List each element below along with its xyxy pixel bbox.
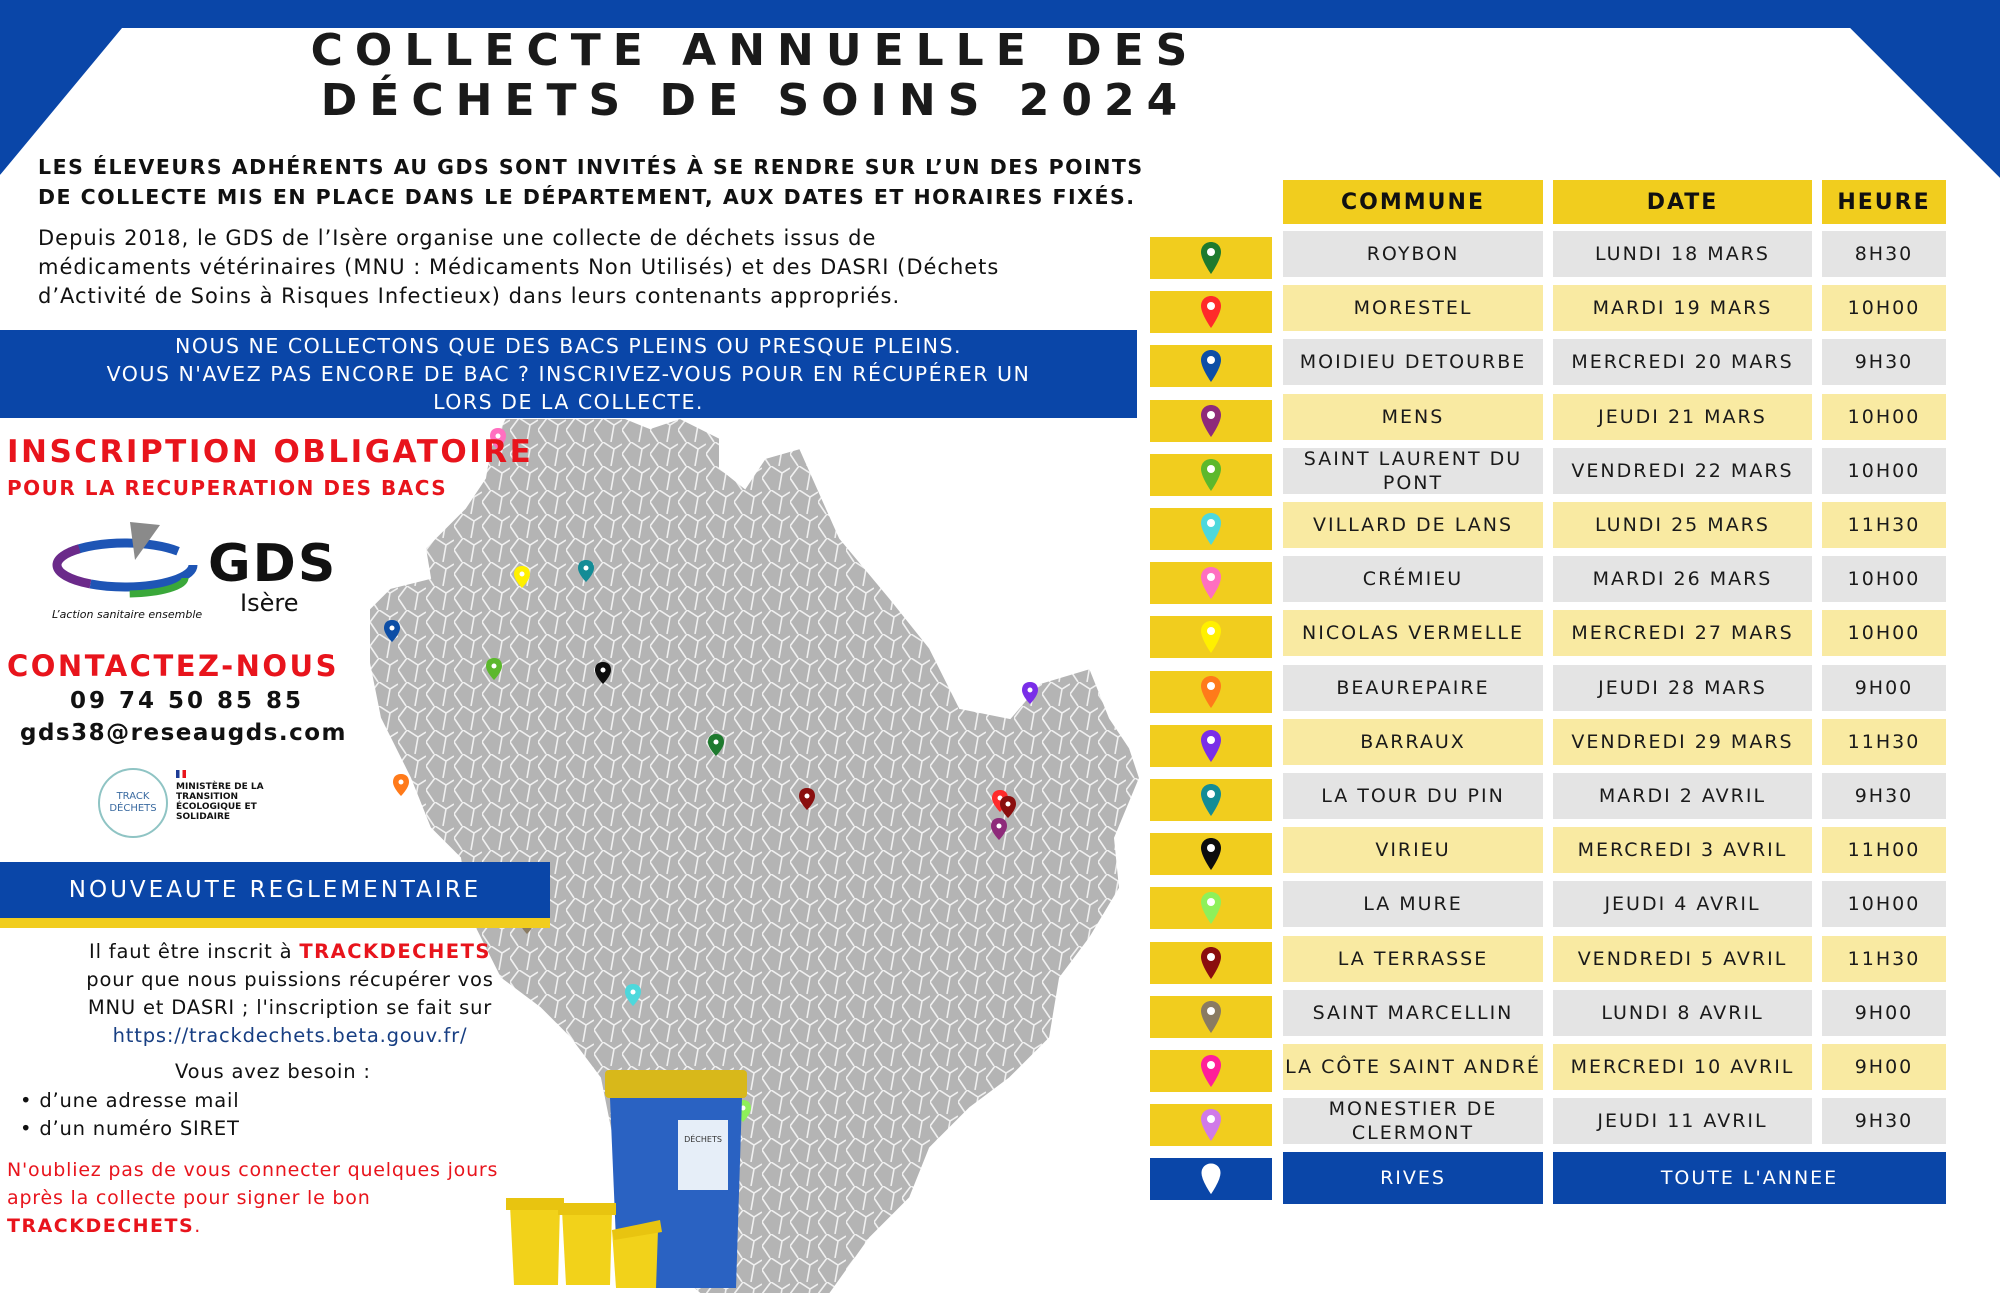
nouveaute-header: NOUVEAUTE REGLEMENTAIRE (0, 862, 550, 928)
cell-commune: LA CÔTE SAINT ANDRÉ (1283, 1044, 1543, 1090)
cell-date: VENDREDI 22 MARS (1553, 448, 1812, 494)
cell-heure: 9H00 (1822, 665, 1946, 711)
page-title (0, 26, 1510, 126)
reminder-end: . (194, 1215, 202, 1237)
ministry-logo-text: MINISTÈRE DE LA TRANSITION ÉCOLOGIQUE ET SOLIDAIRE (176, 782, 264, 822)
map-pin-dot (631, 990, 636, 995)
row-pin-marker (1150, 887, 1272, 929)
requirement-item: d’un numéro SIRET (39, 1117, 240, 1140)
map-pin-icon (1200, 1000, 1222, 1034)
cell-commune: NICOLAS VERMELLE (1283, 610, 1543, 656)
cell-commune: RIVES (1283, 1152, 1543, 1204)
map-pin-icon (1200, 1108, 1222, 1142)
cell-date: LUNDI 8 AVRIL (1553, 990, 1812, 1036)
row-pin-marker (1150, 779, 1272, 821)
inscription-title: INSCRIPTION OBLIGATOIRE (7, 434, 534, 470)
row-pin-marker (1150, 725, 1272, 767)
intro-bold-line: DE COLLECTE MIS EN PLACE DANS LE DÉPARTEMENT, AUX DATES ET HORAIRES FIXÉS. (38, 185, 1136, 209)
map-pin-dot (601, 668, 606, 673)
cell-commune: MORESTEL (1283, 285, 1543, 331)
cell-heure: 9H30 (1822, 339, 1946, 385)
row-pin-marker (1150, 237, 1272, 279)
map-pin-icon (1200, 458, 1222, 492)
requirements-label: Vous avez besoin : (175, 1060, 371, 1083)
cell-date: JEUDI 21 MARS (1553, 394, 1812, 440)
cell-commune: CRÉMIEU (1283, 556, 1543, 602)
reminder-line: N'oubliez pas de vous connecter quelques jours (7, 1159, 499, 1181)
map-pin-icon (1200, 349, 1222, 383)
title-line-1: COLLECTE ANNUELLE DES (310, 25, 1200, 76)
row-pin-marker (1150, 942, 1272, 984)
cell-heure: 9H00 (1822, 990, 1946, 1036)
row-pin-marker (1150, 1158, 1272, 1200)
row-pin-marker (1150, 291, 1272, 333)
cell-heure: 11H30 (1822, 936, 1946, 982)
cell-commune: MONESTIER DE CLERMONT (1283, 1098, 1543, 1144)
map-pin-icon (1200, 891, 1222, 925)
map-pin-dot (390, 626, 395, 631)
map-pin-icon (1200, 512, 1222, 546)
cell-heure: 10H00 (1822, 556, 1946, 602)
cell-heure: 8H30 (1822, 231, 1946, 277)
gds-tagline: L’action sanitaire ensemble (52, 608, 203, 621)
reg-text-line: pour que nous puissions récupérer vos (86, 968, 494, 991)
map-pin-dot (1006, 802, 1011, 807)
map-pin-icon (393, 774, 409, 796)
cell-commune: VILLARD DE LANS (1283, 502, 1543, 548)
cell-heure: 10H00 (1822, 394, 1946, 440)
map-pin-icon (1200, 620, 1222, 654)
map-pin-icon (1200, 675, 1222, 709)
cell-date: MERCREDI 3 AVRIL (1553, 827, 1812, 873)
cell-date: JEUDI 4 AVRIL (1553, 881, 1812, 927)
gds-logo (50, 520, 350, 620)
map-pin-icon (1200, 241, 1222, 275)
cell-commune: BARRAUX (1283, 719, 1543, 765)
intro-text (38, 224, 1158, 311)
map-pin-icon (1200, 1054, 1222, 1088)
inscription-subtitle: POUR LA RECUPERATION DES BACS (7, 476, 448, 500)
cell-heure: 9H00 (1822, 1044, 1946, 1090)
ministry-flag-icon (176, 770, 186, 778)
cell-commune: LA TOUR DU PIN (1283, 773, 1543, 819)
title-line-2: DÉCHETS DE SOINS 2024 (320, 75, 1190, 126)
map-pin-dot (805, 794, 810, 799)
cell-date: MARDI 19 MARS (1553, 285, 1812, 331)
cell-commune: MENS (1283, 394, 1543, 440)
row-pin-marker (1150, 616, 1272, 658)
cell-date: MARDI 2 AVRIL (1553, 773, 1812, 819)
contact-title: CONTACTEZ-NOUS (7, 649, 339, 683)
cell-date: JEUDI 11 AVRIL (1553, 1098, 1812, 1144)
cell-date: TOUTE L'ANNEE (1553, 1152, 1946, 1204)
map-pin-icon (1200, 946, 1222, 980)
header-commune: COMMUNE (1283, 180, 1543, 224)
row-pin-marker (1150, 454, 1272, 496)
cell-heure: 9H30 (1822, 773, 1946, 819)
trackdechets-logo: TRACK DÉCHETS (98, 768, 168, 838)
cell-commune: SAINT LAURENT DU PONT (1283, 448, 1543, 494)
cell-commune: SAINT MARCELLIN (1283, 990, 1543, 1036)
row-pin-marker (1150, 833, 1272, 875)
map-pin-dot (520, 572, 525, 577)
cell-date: VENDREDI 5 AVRIL (1553, 936, 1812, 982)
cell-date: MERCREDI 20 MARS (1553, 339, 1812, 385)
map-pin-icon (1200, 729, 1222, 763)
row-pin-marker (1150, 1104, 1272, 1146)
map-pin-icon (1200, 295, 1222, 329)
nouveaute-text (30, 938, 550, 1050)
cell-date: LUNDI 18 MARS (1553, 231, 1812, 277)
intro-text-line: médicaments vétérinaires (MNU : Médicaments Non Utilisés) et des DASRI (Déchets (38, 255, 1000, 279)
map-pin-icon (1200, 404, 1222, 438)
cell-commune: MOIDIEU DETOURBE (1283, 339, 1543, 385)
requirement-item: d’une adresse mail (39, 1089, 240, 1112)
map-pin-dot (399, 780, 404, 785)
requirements-list: • d’une adresse mail • d’un numéro SIRET (20, 1089, 240, 1140)
intro-text-line: Depuis 2018, le GDS de l’Isère organise une collecte de déchets issus de (38, 226, 877, 250)
map-pin-dot (1028, 688, 1033, 693)
map-pin-dot (997, 824, 1002, 829)
gds-logo-sub: Isère (240, 589, 299, 617)
row-pin-marker (1150, 400, 1272, 442)
header-heure: HEURE (1822, 180, 1946, 224)
row-pin-marker (1150, 508, 1272, 550)
banner-line: NOUS NE COLLECTONS QUE DES BACS PLEINS OU PRESQUE PLEINS. (175, 334, 962, 358)
cell-date: MARDI 26 MARS (1553, 556, 1812, 602)
map-pin-icon (1200, 837, 1222, 871)
cell-commune: BEAUREPAIRE (1283, 665, 1543, 711)
cell-date: JEUDI 28 MARS (1553, 665, 1812, 711)
cell-heure: 11H00 (1822, 827, 1946, 873)
cell-heure: 11H30 (1822, 502, 1946, 548)
cell-heure: 10H00 (1822, 881, 1946, 927)
row-pin-marker (1150, 345, 1272, 387)
reminder-line: après la collecte pour signer le bon (7, 1187, 371, 1209)
cell-commune: LA TERRASSE (1283, 936, 1543, 982)
cell-commune: VIRIEU (1283, 827, 1543, 873)
info-banner (0, 330, 1137, 418)
cell-date: LUNDI 25 MARS (1553, 502, 1812, 548)
row-pin-marker (1150, 671, 1272, 713)
intro-bold (38, 152, 1178, 212)
cell-date: VENDREDI 29 MARS (1553, 719, 1812, 765)
cell-heure: 10H00 (1822, 285, 1946, 331)
trackdechets-highlight: TRACKDECHETS (299, 940, 491, 963)
header-date: DATE (1553, 180, 1812, 224)
row-pin-marker (1150, 1050, 1272, 1092)
cell-heure: 10H00 (1822, 448, 1946, 494)
bin-label: DÉCHETS (684, 1135, 722, 1144)
trackdechets-link[interactable]: https://trackdechets.beta.gouv.fr/ (112, 1024, 468, 1047)
reg-text-line: MNU et DASRI ; l'inscription se fait sur (87, 996, 493, 1019)
intro-bold-line: LES ÉLEVEURS ADHÉRENTS AU GDS SONT INVITÉS À SE RENDRE SUR L’UN DES POINTS (38, 155, 1144, 179)
email-address: gds38@reseaugds.com (20, 720, 348, 746)
cell-commune: LA MURE (1283, 881, 1543, 927)
phone-number: 09 74 50 85 85 (70, 688, 305, 714)
banner-line: LORS DE LA COLLECTE. (433, 390, 704, 414)
cell-heure: 10H00 (1822, 610, 1946, 656)
map-pin-dot (714, 740, 719, 745)
banner-line: VOUS N'AVEZ PAS ENCORE DE BAC ? INSCRIVEZ-VOUS POUR EN RÉCUPÉRER UN (106, 362, 1031, 386)
cell-heure: 11H30 (1822, 719, 1946, 765)
gds-logo-text: GDS (208, 534, 338, 594)
map-pin-icon (1200, 783, 1222, 817)
map-pin-dot (492, 664, 497, 669)
cell-commune: ROYBON (1283, 231, 1543, 277)
intro-text-line: d’Activité de Soins à Risques Infectieux) dans leurs contenants appropriés. (38, 284, 901, 308)
map-pin-icon (1200, 566, 1222, 600)
reg-text-part: Il faut être inscrit à (89, 940, 300, 963)
cell-date: MERCREDI 27 MARS (1553, 610, 1812, 656)
row-pin-marker (1150, 996, 1272, 1038)
map-pin-icon (1200, 1162, 1222, 1196)
map-pin-dot (584, 566, 589, 571)
cell-heure: 9H30 (1822, 1098, 1946, 1144)
gds-logo-mark (50, 520, 200, 610)
reminder-highlight: TRACKDECHETS (7, 1215, 195, 1237)
bins-illustration (500, 1060, 760, 1294)
cell-date: MERCREDI 10 AVRIL (1553, 1044, 1812, 1090)
row-pin-marker (1150, 562, 1272, 604)
